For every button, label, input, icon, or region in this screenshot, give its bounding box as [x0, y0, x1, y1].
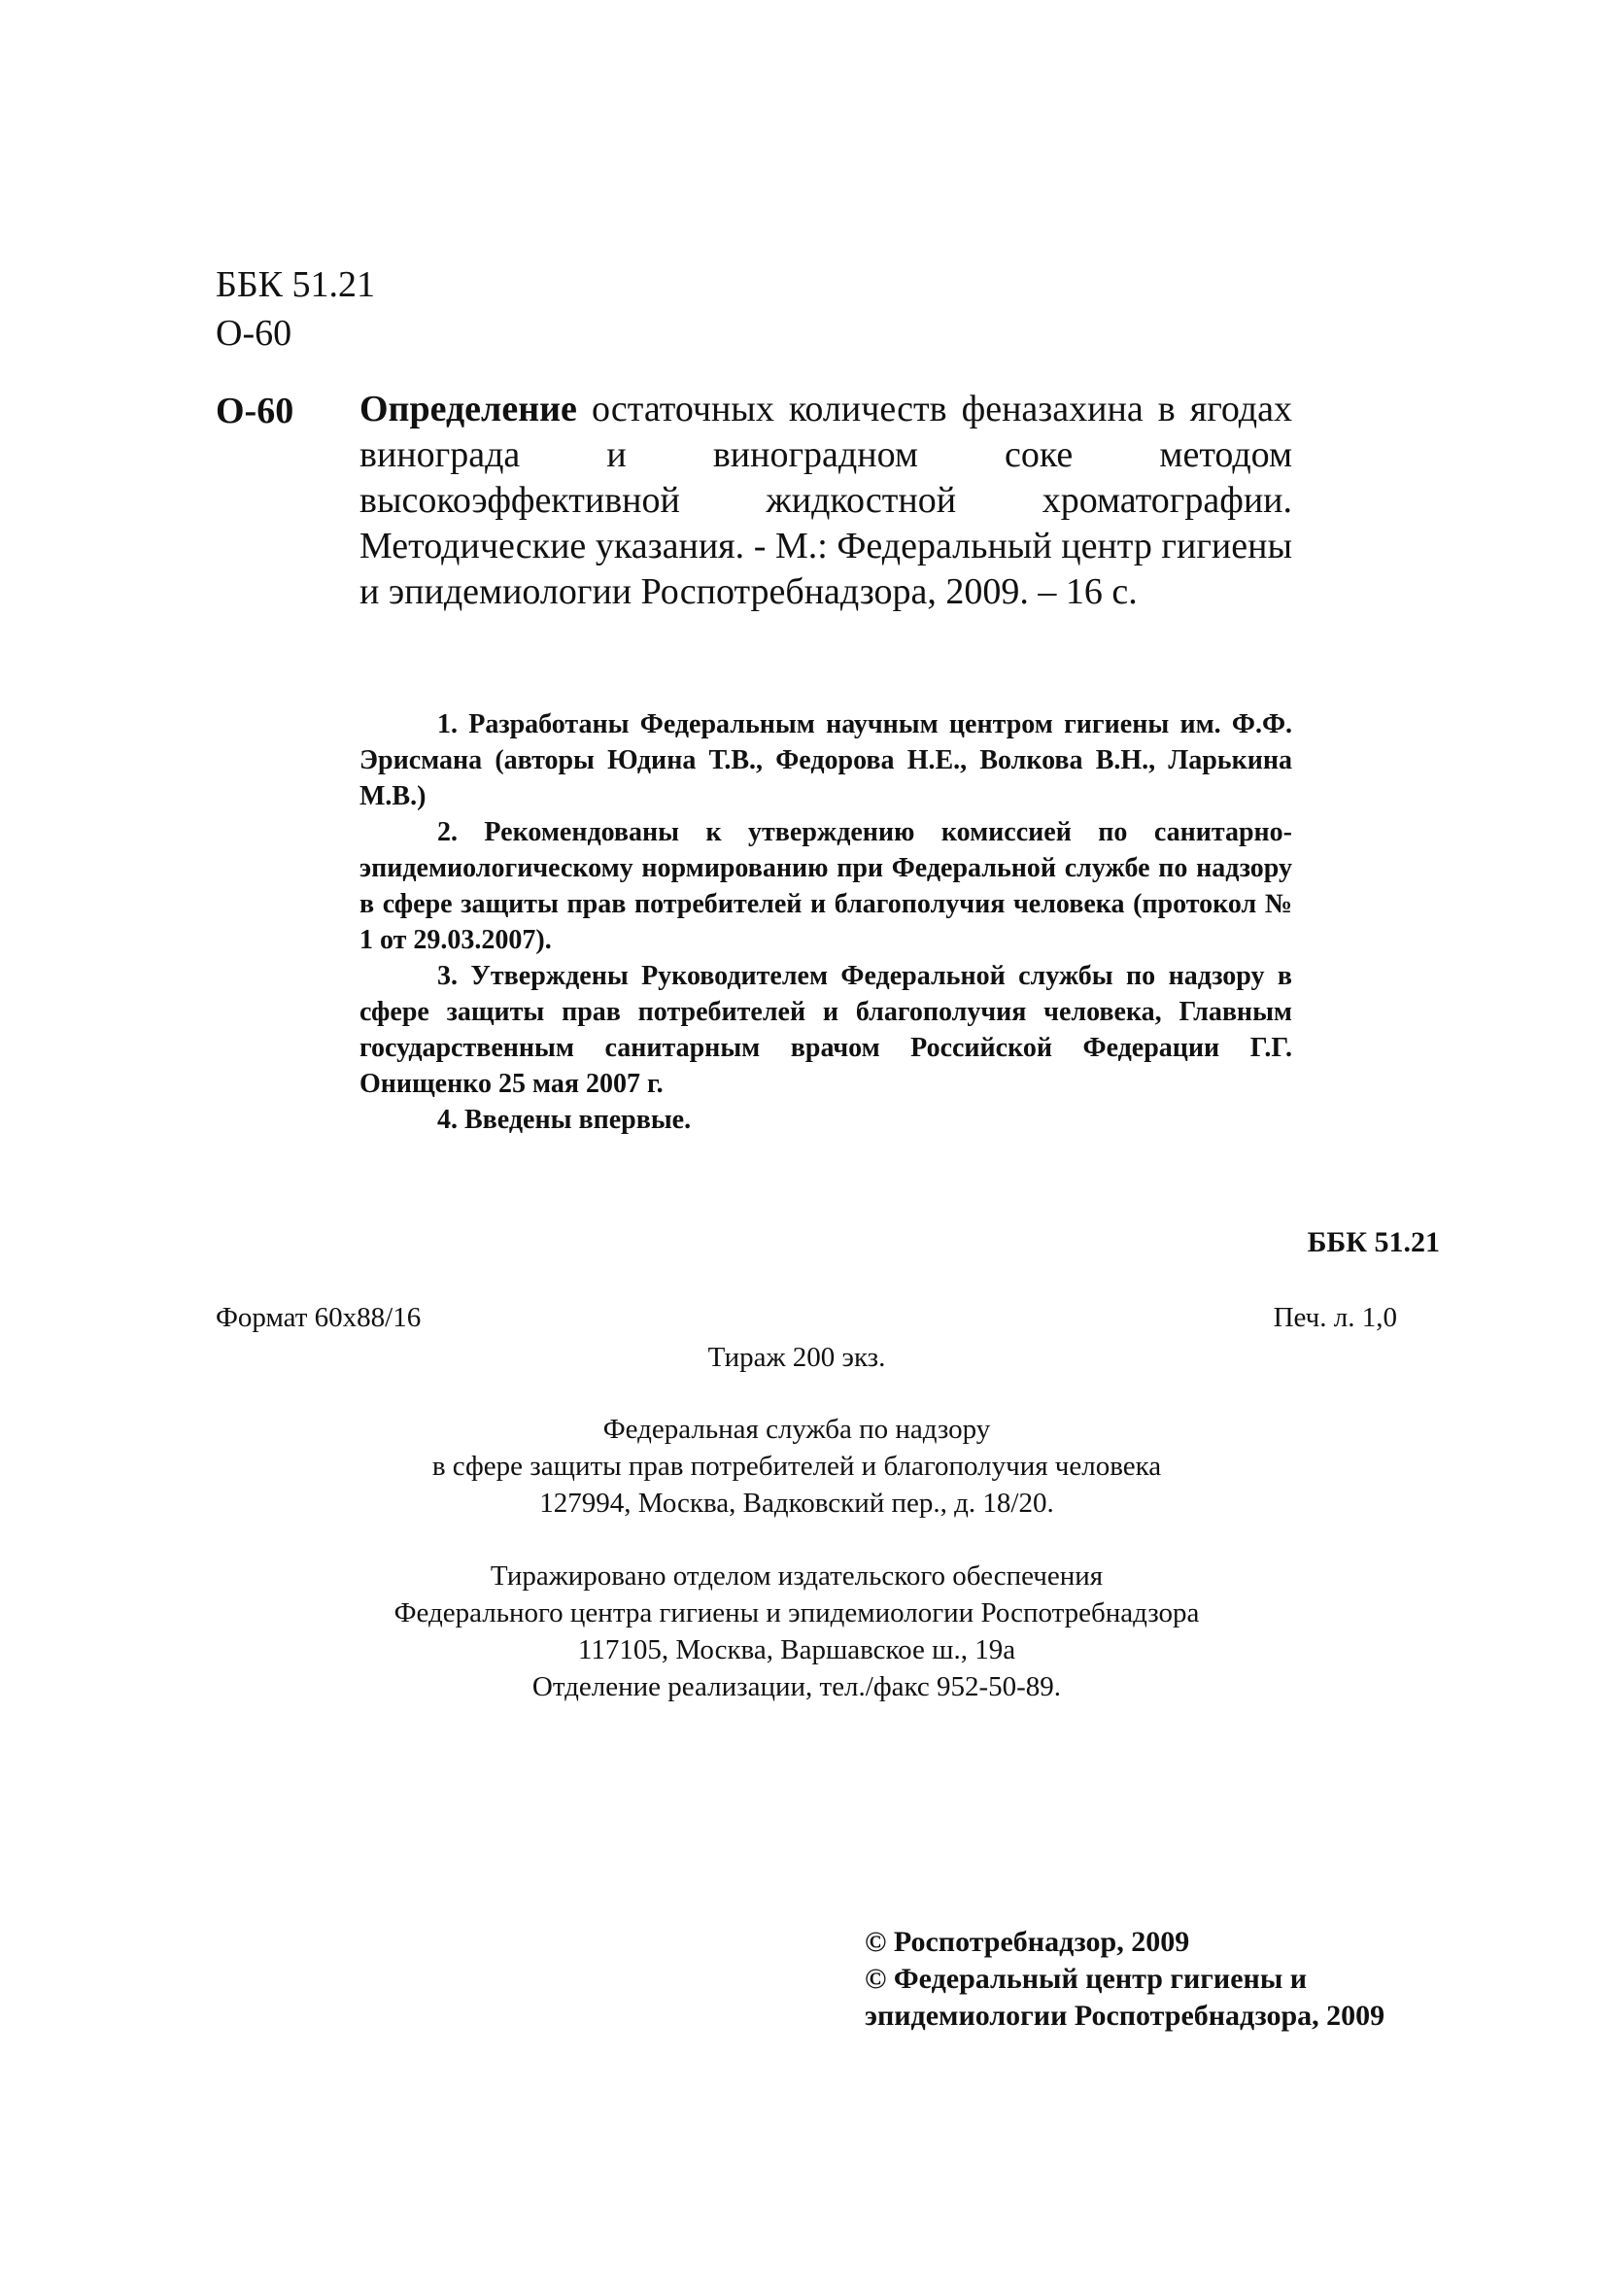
info-item-recommended: 2. Рекомендованы к утверждению комиссией по санитарно-эпидемиологическому нормированию при Федеральной службе по надзору в сфере защиты прав потребителей и благополучия человека (протокол № 1 от 29.03.2007).	[359, 817, 1292, 955]
publisher-address: 127994, Москва, Вадковский пер., д. 18/20.	[539, 1488, 1054, 1519]
info-item-introduced: 4. Введены впервые.	[437, 1105, 692, 1135]
print-sheets-info: Печ. л. 1,0	[1273, 1302, 1397, 1333]
copyright-block	[865, 1924, 1384, 2035]
bbk-code: ББК 51.21	[216, 264, 375, 305]
circulation-info: Тираж 200 экз.	[707, 1342, 886, 1373]
document-info	[359, 706, 1292, 1138]
bibliographic-description	[359, 387, 1292, 615]
publisher-line: в сфере защиты прав потребителей и благополучия человека	[431, 1451, 1162, 1482]
copyright-line: © Федеральный центр гигиены и	[865, 1963, 1308, 1995]
printer-contact: Отделение реализации, тел./факс 952-50-89.	[531, 1671, 1062, 1702]
author-sign-code: О-60	[216, 313, 292, 354]
bbk-header	[216, 260, 375, 358]
entry-title: Определение	[359, 389, 577, 429]
printer-block	[291, 1558, 1302, 1705]
info-item-developed: 1. Разработаны Федеральным научным центром гигиены им. Ф.Ф. Эрисмана (авторы Юдина Т.В., Федорова Н.Е., Волкова В.Н., Ларькина М.В.)	[359, 709, 1292, 811]
bbk-footer-code: ББК 51.21	[1307, 1226, 1440, 1258]
printer-line: Тиражировано отделом издательского обеспечения	[490, 1560, 1104, 1592]
copyright-line: © Роспотребнадзор, 2009	[865, 1926, 1190, 1958]
publisher-line: Федеральная служба по надзору	[602, 1414, 991, 1445]
printer-line: Федерального центра гигиены и эпидемиологии Роспотребнадзора	[393, 1597, 1200, 1628]
entry-description: остаточных количеств феназахина в ягодах винограда и виноградном соке методом высокоэффективной жидкостной хроматографии. Методические указания. - М.: Федеральный центр гигиены и эпидемиологии Роспотребнадзора, 2009. – 16 с.	[359, 389, 1292, 612]
copyright-line: эпидемиологии Роспотребнадзора, 2009	[865, 2000, 1385, 2032]
info-item-approved: 3. Утверждены Руководителем Федеральной службы по надзору в сфере защиты прав потребителей и благополучия человека, Главным государственным санитарным врачом Российской Федерации Г.Г. Онищенко 25 мая 2007 г.	[359, 961, 1292, 1099]
printer-address: 117105, Москва, Варшавское ш., 19а	[577, 1634, 1016, 1665]
format-info: Формат 60х88/16	[216, 1302, 422, 1333]
entry-label: О-60	[216, 391, 294, 431]
publisher-block	[291, 1411, 1302, 1522]
